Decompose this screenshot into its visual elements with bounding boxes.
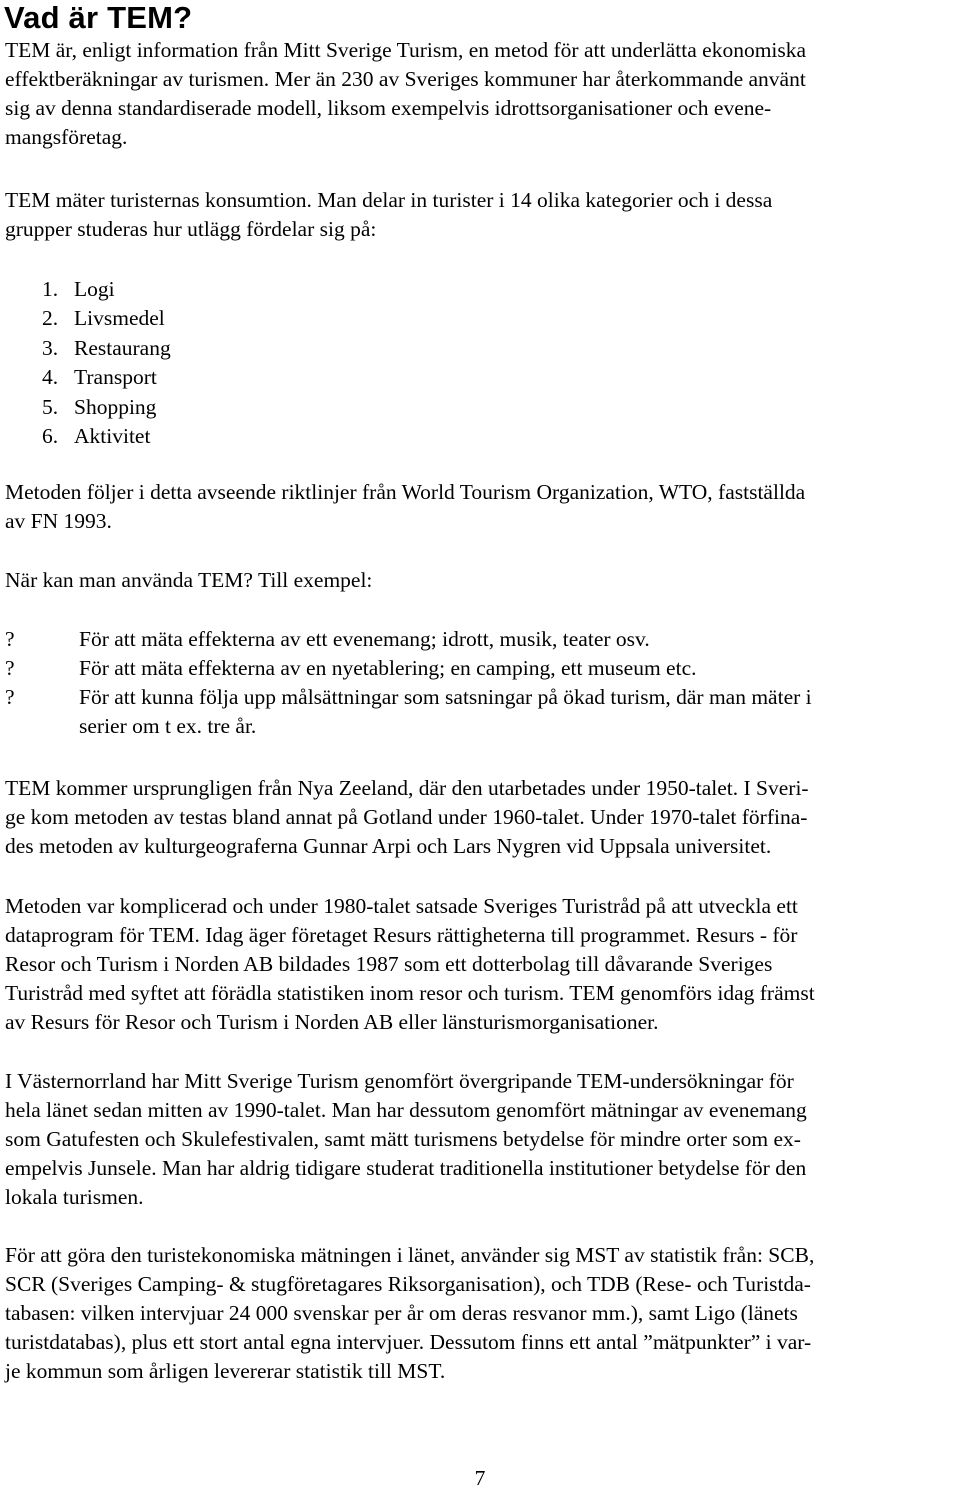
text-line: TEM kommer ursprungligen från Nya Zeeland, där den utarbetades under 1950-talet. I Sveri- — [5, 776, 809, 800]
vasternorrland-paragraph — [5, 1067, 955, 1212]
list-marker: ? — [5, 656, 15, 680]
program-paragraph — [5, 892, 955, 1037]
text-line: Resor och Turism i Norden AB bildades 1987 som ett dotterbolag till dåvarande Sveriges — [5, 952, 773, 976]
list-item — [5, 625, 955, 654]
intro-paragraph — [5, 36, 955, 152]
consumption-paragraph — [5, 186, 955, 244]
list-label: Shopping — [74, 394, 157, 419]
text-line: sig av denna standardiserade modell, liksom exempelvis idrottsorganisationer och evene- — [5, 96, 772, 120]
list-item — [42, 422, 171, 451]
text-line: Metoden var komplicerad och under 1980-talet satsade Sveriges Turistråd på att utveckla ett — [5, 894, 798, 918]
list-number: 6. — [42, 424, 59, 449]
page-number: 7 — [474, 1466, 486, 1490]
list-item — [42, 334, 171, 363]
list-item — [5, 683, 955, 741]
list-number: 4. — [42, 365, 59, 390]
text-line: je kommun som årligen levererar statistik till MST. — [5, 1359, 446, 1383]
text-line: tabasen: vilken intervjuar 24 000 svenskar per år om deras resvanor mm.), samt Ligo (länets — [5, 1301, 798, 1325]
list-marker: ? — [5, 685, 15, 709]
list-label: Restaurang — [74, 335, 171, 360]
text-line: som Gatufesten och Skulefestivalen, samt mätt turismens betydelse för mindre orter som ex- — [5, 1127, 801, 1151]
text-line: SCR (Sveriges Camping- & stugföretagares Riksorganisation), och TDB (Rese- och Turistda- — [5, 1272, 811, 1296]
list-number: 3. — [42, 335, 59, 360]
text-line: TEM mäter turisternas konsumtion. Man delar in turister i 14 olika kategorier och i dessa — [5, 188, 773, 212]
statistics-paragraph — [5, 1241, 955, 1386]
list-number: 2. — [42, 306, 59, 331]
text-line: av Resurs för Resor och Turism i Norden AB eller länsturismorganisationer. — [5, 1010, 659, 1034]
list-number: 5. — [42, 394, 59, 419]
list-label: Transport — [74, 365, 157, 390]
text-line: I Västernorrland har Mitt Sverige Turism genomfört övergripande TEM-undersökningar för — [5, 1069, 794, 1093]
text-line: Metoden följer i detta avseende riktlinjer från World Tourism Organization, WTO, fastställda — [5, 480, 806, 504]
text-line: effektberäkningar av turismen. Mer än 230 av Sveriges kommuner har återkommande använt — [5, 67, 806, 91]
list-item — [42, 393, 171, 422]
origin-paragraph — [5, 774, 955, 861]
text-line: serier om t ex. tre år. — [79, 714, 257, 738]
list-marker: ? — [5, 627, 15, 651]
when-question — [5, 566, 955, 595]
list-item — [42, 304, 171, 333]
example-list — [5, 625, 955, 741]
text-line: ge kom metoden av testas bland annat på Gotland under 1960-talet. Under 1970-talet förfina- — [5, 805, 808, 829]
list-item — [42, 363, 171, 392]
text-line: För att mäta effekterna av ett evenemang; idrott, musik, teater osv. — [79, 627, 650, 651]
text-line: lokala turismen. — [5, 1185, 144, 1209]
text-line: turistdatabas), plus ett stort antal egna intervjuer. Dessutom finns ett antal ”mätpunkter” i var- — [5, 1330, 812, 1354]
text-line: av FN 1993. — [5, 509, 112, 533]
text-line: des metoden av kulturgeograferna Gunnar Arpi och Lars Nygren vid Uppsala universitet. — [5, 834, 772, 858]
text-line: Turistråd med syftet att förädla statistiken inom resor och turism. TEM genomförs idag främst — [5, 981, 815, 1005]
list-number: 1. — [42, 277, 59, 301]
text-line: mangsföretag. — [5, 125, 128, 149]
text-line: För att göra den turistekonomiska mätningen i länet, använder sig MST av statistik från: SCB, — [5, 1243, 815, 1267]
list-item — [42, 275, 171, 304]
wto-paragraph — [5, 478, 955, 536]
category-list — [42, 275, 171, 451]
text-line: empelvis Junsele. Man har aldrig tidigare studerat traditionella institutioner betydelse för den — [5, 1156, 807, 1180]
list-label: Logi — [74, 277, 115, 301]
list-label: Aktivitet — [74, 424, 151, 449]
list-item — [5, 654, 955, 683]
page-title: Vad är TEM? — [4, 0, 193, 35]
text-line: grupper studeras hur utlägg fördelar sig på: — [5, 217, 377, 241]
text-line: För att kunna följa upp målsättningar som satsningar på ökad turism, där man mäter i — [79, 685, 812, 709]
text-line: dataprogram för TEM. Idag äger företaget Resurs rättigheterna till programmet. Resurs - för — [5, 923, 798, 947]
text-line: För att mäta effekterna av en nyetablering; en camping, ett museum etc. — [79, 656, 697, 680]
text-line: hela länet sedan mitten av 1990-talet. Man har dessutom genomfört mätningar av evenemang — [5, 1098, 807, 1122]
text-line: TEM är, enligt information från Mitt Sverige Turism, en metod för att underlätta ekonomiska — [5, 38, 807, 62]
text-line: När kan man använda TEM? Till exempel: — [5, 568, 373, 592]
list-label: Livsmedel — [74, 306, 165, 331]
